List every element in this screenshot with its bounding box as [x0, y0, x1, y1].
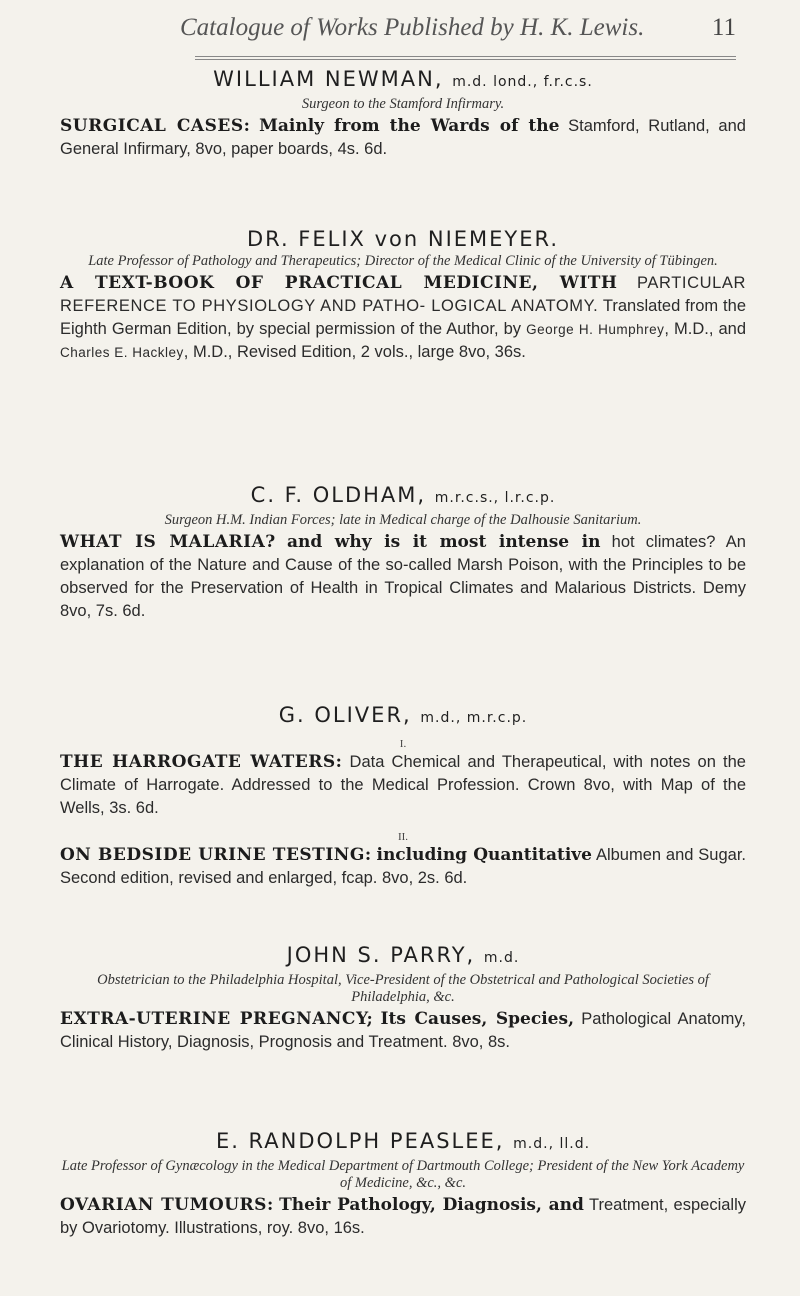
book-listing [60, 272, 746, 364]
author-name-text: E. RANDOLPH PEASLEE, [215, 1129, 505, 1153]
book-listing [60, 531, 746, 623]
book-title-rest: Their Pathology, Diagnosis, and [279, 1195, 584, 1215]
author-name [60, 702, 746, 731]
translator-degrees: , M.D., and [664, 320, 747, 338]
book-description: Albumen and Sugar. Second edition, revised and enlarged, fcap. 8vo, 2s. 6d. [60, 846, 746, 887]
author-degrees: m.d., ll.d. [513, 1136, 591, 1152]
book-title-rest: including Quantitative [376, 845, 592, 865]
book-description: hot climates? An explanation of the Nature and Cause of the so-called Marsh Poison, with the Principles to be observed for the Preservation of Health in Tropical Climates and Malarious Districts. Demy 8vo, 7s. 6d. [60, 533, 746, 620]
book-listing [60, 1008, 746, 1054]
book-title: A TEXT-BOOK OF PRACTICAL MEDICINE, WITH [60, 273, 618, 293]
book-title: OVARIAN TUMOURS: [60, 1195, 274, 1215]
book-title: THE HARROGATE WATERS: [60, 752, 343, 772]
book-numeral: I. [399, 738, 407, 750]
book-title: ON BEDSIDE URINE TESTING: [60, 845, 372, 865]
book-listing [60, 844, 746, 890]
book-title-continued: PARTICULAR REFERENCE TO PHYSIOLOGY AND PATHO- LOGICAL ANATOMY. [60, 274, 746, 315]
translator-name: Charles E. Hackley [60, 345, 184, 360]
book-title-rest: and why is it most intense in [286, 532, 601, 552]
header-rule [195, 59, 736, 60]
catalogue-entry [60, 1128, 746, 1240]
author-affiliation: Late Professor of Pathology and Therapeutics; Director of the Medical Clinic of the University of Tübingen. [88, 253, 718, 269]
author-affiliation: Surgeon to the Stamford Infirmary. [301, 96, 505, 112]
author-affiliation: Surgeon H.M. Indian Forces; late in Medical charge of the Dalhousie Sanitarium. [164, 512, 642, 528]
author-name [60, 66, 746, 95]
book-listing [60, 1194, 746, 1240]
author-name-text: DR. FELIX von NIEMEYER. [246, 227, 560, 251]
book-numeral: II. [397, 831, 409, 843]
author-name [60, 482, 746, 511]
author-name-text: JOHN S. PARRY, [286, 943, 476, 967]
book-title-rest: Mainly from the Wards of the [259, 116, 560, 136]
author-degrees: m.d. lond., f.r.c.s. [452, 74, 593, 90]
running-head [180, 14, 736, 50]
author-name-text: G. OLIVER, [278, 703, 412, 727]
book-description: Stamford, Rutland, and General Infirmary, 8vo, paper boards, 4s. 6d. [60, 117, 746, 158]
book-title: WHAT IS MALARIA? [60, 532, 276, 552]
author-name-text: C. F. OLDHAM, [250, 483, 427, 507]
author-degrees: m.r.c.s., l.r.c.p. [434, 490, 556, 506]
author-affiliation: Obstetrician to the Philadelphia Hospital, Vice-President of the Obstetrical and Pathological Societies of Philadelphia, &c. [97, 972, 709, 1005]
author-name [60, 942, 746, 971]
author-name [60, 1128, 746, 1157]
book-title-rest: Its Causes, Species, [380, 1009, 574, 1029]
author-degrees: m.d., m.r.c.p. [420, 710, 528, 726]
book-title: SURGICAL CASES: [60, 116, 251, 136]
book-description: Treatment, especially by Ovariotomy. Illustrations, roy. 8vo, 16s. [60, 1196, 747, 1237]
book-description: Translated from the Eighth German Edition, by special permission of the Author, by [60, 297, 746, 338]
header-rule [195, 56, 736, 57]
catalogue-entry [60, 66, 746, 161]
author-affiliation: Late Professor of Gynæcology in the Medical Department of Dartmouth College; President of the New York Academy of Medicine, &c., &c. [61, 1158, 745, 1191]
catalogue-entry [60, 226, 746, 364]
catalogue-entry [60, 482, 746, 623]
book-description-end: , M.D., Revised Edition, 2 vols., large 8vo, 36s. [183, 343, 526, 361]
running-head-title: Catalogue of Works Published by H. K. Lewis. [180, 14, 645, 41]
page-number: 11 [711, 14, 736, 41]
author-degrees: m.d. [483, 950, 520, 966]
author-name [60, 226, 746, 252]
catalogue-entry [60, 702, 746, 890]
book-listing [60, 751, 746, 820]
book-listing [60, 115, 746, 161]
author-name-text: WILLIAM NEWMAN, [213, 67, 444, 91]
catalogue-entry [60, 942, 746, 1054]
book-title: EXTRA-UTERINE PREGNANCY; [60, 1009, 374, 1029]
book-description: Data Chemical and Therapeutical, with notes on the Climate of Harrogate. Addressed to the Medical Profession. Crown 8vo, with Map of the Wells, 3s. 6d. [60, 753, 746, 817]
book-description: Pathological Anatomy, Clinical History, Diagnosis, Prognosis and Treatment. 8vo, 8s. [60, 1010, 746, 1051]
translator-name: George H. Humphrey [526, 322, 665, 337]
